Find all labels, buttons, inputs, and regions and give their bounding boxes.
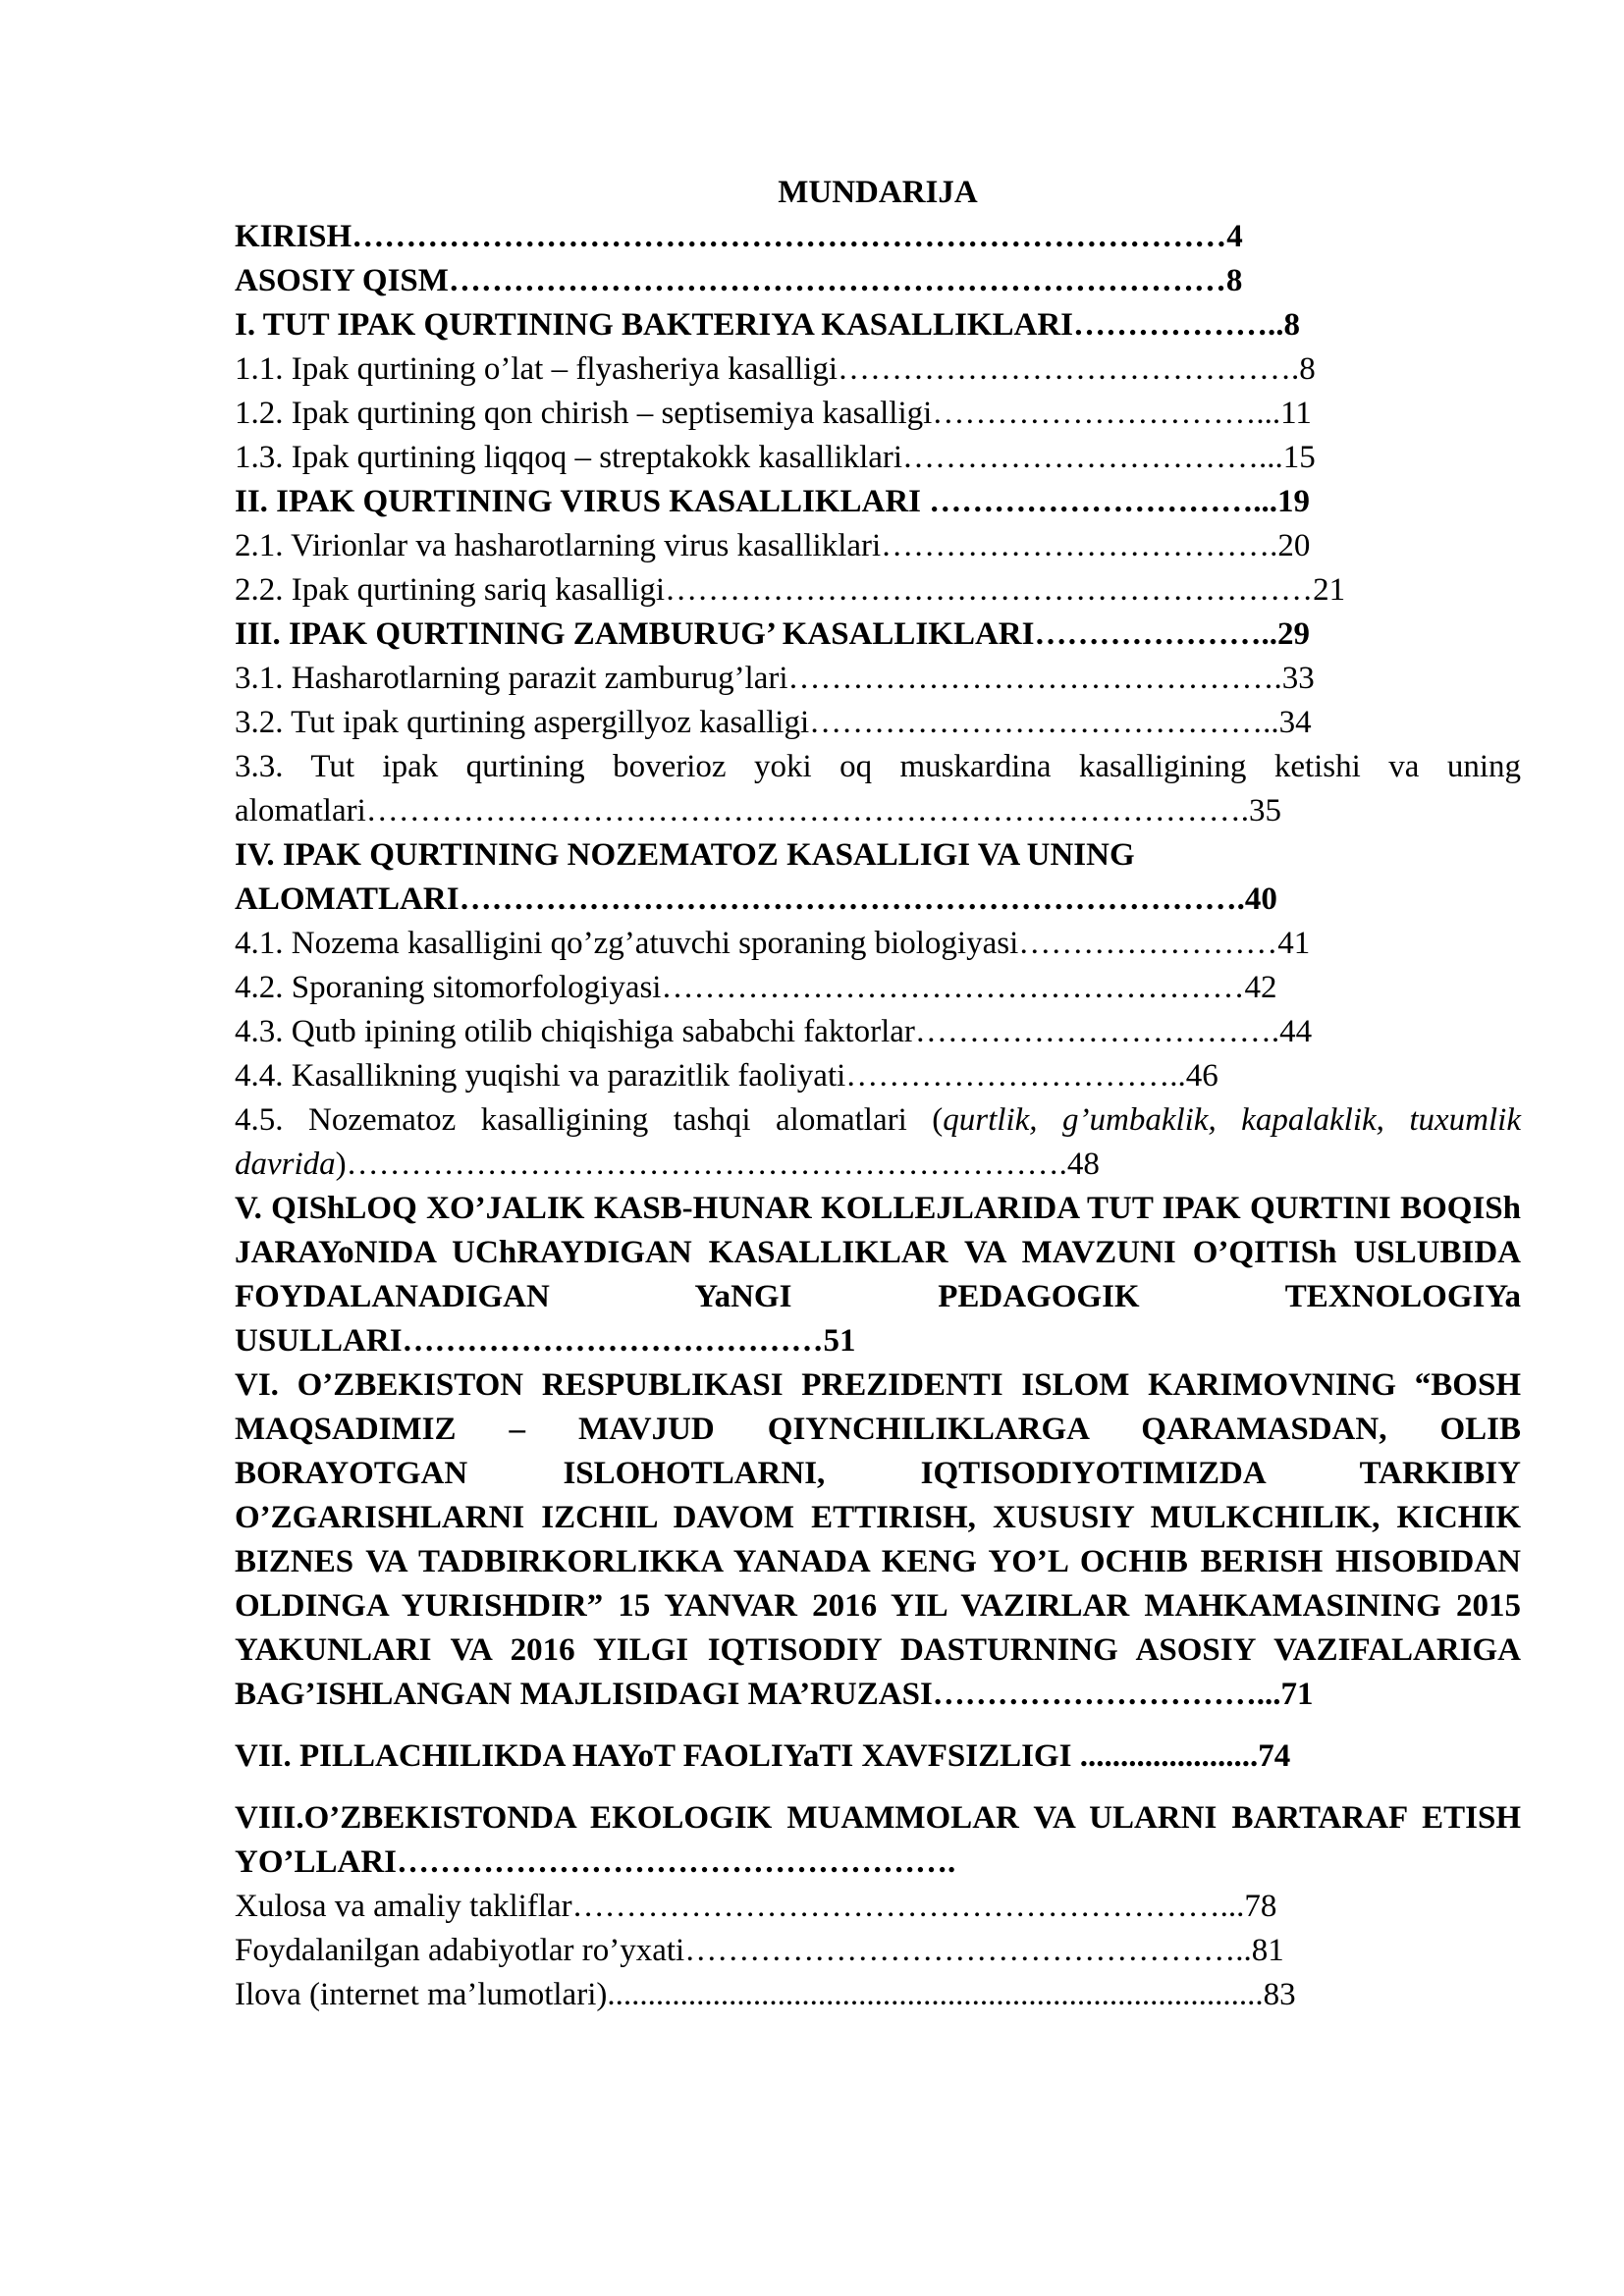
toc-entry[interactable] <box>235 613 1521 657</box>
toc-entry-title: VII. PILLACHILIKDA HAYoT FAOLIYaTI XAVFSIZLIGI <box>235 1738 1080 1774</box>
toc-page-number: 15 <box>1282 440 1316 475</box>
toc-entry-title: 1.2. Ipak qurtining qon chirish – septisemiya kasalligi <box>235 396 933 431</box>
toc-page-number: 71 <box>1280 1677 1314 1712</box>
toc-page-number: 74 <box>1258 1738 1291 1774</box>
toc-leader-dots: ………………………………… <box>402 1323 824 1359</box>
toc-leader-dots: ………………………………………. <box>787 661 1282 696</box>
toc-entry-title: 3.2. Tut ipak qurtining aspergillyoz kasalligi <box>235 705 810 740</box>
toc-entry[interactable] <box>235 657 1521 701</box>
toc-entry-title: VIII.O’ZBEKISTONDA EKOLOGIK MUAMMOLAR VA ULARNI BARTARAF ETISH YO’LLARI <box>235 1800 1521 1880</box>
toc-page-number: 40 <box>1244 881 1277 917</box>
toc-entry-title: ASOSIY QISM <box>235 263 449 298</box>
toc-entry[interactable] <box>235 480 1521 524</box>
toc-leader-dots: ...................... <box>1079 1738 1259 1774</box>
toc-entry-title: III. IPAK QURTINING ZAMBURUG’ KASALLIKLARI <box>235 616 1035 652</box>
toc-leader-dots: ……………………………………………………………………… <box>352 219 1227 254</box>
toc-entry-title: 3.3. Tut ipak qurtining boverioz yoki oq muskardina kasalligining ketishi va uning alomatlari <box>235 749 1521 828</box>
toc-leader-dots: ................................................................................. <box>607 1977 1264 2012</box>
toc-entry-title: V. QIShLOQ XO’JALIK KASB-HUNAR KOLLEJLARIDA TUT IPAK QURTINI BOQISh JARAYoNIDA UChRAYDIGAN KASALLIKLAR VA MAVZUNI O’QITISh USLUBIDA FOYDALANADIGAN YaNGI PEDAGOGIK TEXNOLOGIYa USULLARI <box>235 1191 1521 1359</box>
toc-entry[interactable] <box>235 922 1521 966</box>
toc-entry-title: I. TUT IPAK QURTINING BAKTERIYA KASALLIKLARI <box>235 307 1074 343</box>
toc-entry-title: Xulosa va amaliy takliflar <box>235 1889 572 1924</box>
toc-entry-title: 4.3. Qutb ipining otilib chiqishiga sababchi faktorlar <box>235 1014 915 1049</box>
toc-entry[interactable] <box>235 1973 1521 2017</box>
table-of-contents <box>235 171 1521 2017</box>
toc-page-number: 83 <box>1263 1977 1296 2012</box>
toc-leader-dots: ……………………………………. <box>838 351 1300 387</box>
toc-entry[interactable] <box>235 1187 1521 1363</box>
toc-entry[interactable] <box>235 1796 1521 1885</box>
toc-leader-dots: ……………………………………………. <box>397 1844 956 1880</box>
toc-entry-title: 2.1. Virionlar va hasharotlarning virus kasalliklari <box>235 528 882 563</box>
toc-entry-title: 3.1. Hasharotlarning parazit zamburug’lari <box>235 661 788 696</box>
toc-leader-dots: …………………………………………………… <box>665 572 1314 608</box>
toc-page-number: 42 <box>1244 970 1277 1005</box>
toc-page-number: 8 <box>1283 307 1301 343</box>
toc-entry-title: 4.2. Sporaning sitomorfologiyasi <box>235 970 662 1005</box>
toc-page-number: 20 <box>1277 528 1311 563</box>
toc-leader-dots: ………………………………………………………………………. <box>365 793 1250 828</box>
toc-leader-dots: …………………………………….. <box>809 705 1279 740</box>
toc-leader-dots: ……………………………………………………... <box>571 1889 1245 1924</box>
toc-page-number: 46 <box>1185 1058 1218 1094</box>
toc-leader-dots: …………………………... <box>932 1677 1281 1712</box>
toc-entry[interactable] <box>235 1010 1521 1054</box>
toc-page-number: 35 <box>1249 793 1282 828</box>
toc-leader-dots: …………………………... <box>932 396 1281 431</box>
toc-leader-dots: ……………………………... <box>902 440 1283 475</box>
toc-leader-dots: ……………………………. <box>914 1014 1280 1049</box>
toc-entry-title: 4.1. Nozema kasalligini qo’zg’atuvchi sporaning biologiyasi <box>235 926 1019 961</box>
toc-leader-dots: ………………….. <box>1034 616 1277 652</box>
toc-leader-dots: …………………………………………………………. <box>346 1147 1067 1182</box>
toc-leader-dots: ………………………………………………………………. <box>459 881 1245 917</box>
toc-entry[interactable] <box>235 1098 1521 1187</box>
toc-entry[interactable] <box>235 436 1521 480</box>
toc-entry[interactable] <box>235 745 1521 833</box>
toc-entry[interactable] <box>235 1054 1521 1098</box>
toc-page-number: 8 <box>1299 351 1316 387</box>
toc-page-number: 51 <box>823 1323 856 1359</box>
toc-page-number: 81 <box>1251 1933 1284 1968</box>
toc-entry-title: KIRISH <box>235 219 352 254</box>
toc-entry-title: 1.3. Ipak qurtining liqqoq – streptakokk kasalliklari <box>235 440 903 475</box>
toc-entry-title: II. IPAK QURTINING VIRUS KASALLIKLARI <box>235 484 930 519</box>
toc-entry-title-end: ) <box>335 1147 347 1182</box>
toc-page-number: 41 <box>1277 926 1311 961</box>
toc-page-number: 48 <box>1066 1147 1100 1182</box>
toc-leader-dots: …………………… <box>1018 926 1278 961</box>
toc-title: MUNDARIJA <box>778 175 978 210</box>
toc-leader-dots: ………………………………. <box>881 528 1278 563</box>
toc-entry-title: 2.2. Ipak qurtining sariq kasalligi <box>235 572 666 608</box>
toc-entry[interactable] <box>235 1735 1521 1779</box>
toc-entry[interactable] <box>235 1363 1521 1717</box>
toc-leader-dots: ……………………………………………………………… <box>448 263 1226 298</box>
toc-page-number: 19 <box>1277 484 1311 519</box>
toc-leader-dots: ……………….. <box>1073 307 1284 343</box>
toc-entry[interactable] <box>235 524 1521 568</box>
toc-entries <box>235 215 1521 2017</box>
toc-page-number: 8 <box>1225 263 1243 298</box>
toc-entry-title: 1.1. Ipak qurtining o’lat – flyasheriya kasalligi <box>235 351 839 387</box>
toc-entry[interactable] <box>235 568 1521 613</box>
toc-leader-dots: …………………………... <box>929 484 1278 519</box>
toc-page-number: 11 <box>1280 396 1312 431</box>
toc-page-number: 4 <box>1226 219 1243 254</box>
toc-entry-title: IV. IPAK QURTINING NOZEMATOZ KASALLIGI VA UNING ALOMATLARI <box>235 837 1135 917</box>
toc-page-number: 78 <box>1244 1889 1277 1924</box>
toc-page-number: 34 <box>1278 705 1312 740</box>
toc-page-number: 33 <box>1281 661 1315 696</box>
toc-entry[interactable] <box>235 259 1521 303</box>
toc-page-number: 44 <box>1279 1014 1313 1049</box>
toc-entry-title: Ilova (internet ma’lumotlari) <box>235 1977 608 2012</box>
toc-leader-dots: …………………………………………….. <box>684 1933 1252 1968</box>
toc-entry[interactable] <box>235 347 1521 392</box>
toc-entry[interactable] <box>235 966 1521 1010</box>
toc-page-number: 29 <box>1276 616 1310 652</box>
toc-entry-title: VI. O’ZBEKISTON RESPUBLIKASI PREZIDENTI ISLOM KARIMOVNING “BOSH MAQSADIMIZ – MAVJUD QIYNCHILIKLARGA QARAMASDAN, OLIB BORAYOTGAN ISLOHOTLARNI, IQTISODIYOTIMIZDA TARKIBIY O’ZGARISHLARNI IZCHIL DAVOM ETTIRISH, XUSUSIY MULKCHILIK, KICHIK BIZNES VA TADBIRKORLIKKA YANADA KENG YO’L OCHIB BERISH HISOBIDAN OLDINGA YURISHDIR” 15 YANVAR 2016 YIL VAZIRLAR MAHKAMASINING 2015 YAKUNLARI VA 2016 YILGI IQTISODIY DASTURNING ASOSIY VAZIFALARIGA BAG’ISHLANGAN MAJLISIDAGI MA’RUZASI <box>235 1367 1521 1712</box>
toc-entry[interactable] <box>235 303 1521 347</box>
toc-entry[interactable] <box>235 1885 1521 1929</box>
toc-page-number: 21 <box>1313 572 1346 608</box>
toc-entry[interactable] <box>235 701 1521 745</box>
toc-entry-title: Foydalanilgan adabiyotlar ro’yxati <box>235 1933 685 1968</box>
toc-leader-dots: ……………………………………………… <box>661 970 1245 1005</box>
toc-entry[interactable] <box>235 833 1521 922</box>
toc-entry[interactable] <box>235 392 1521 436</box>
toc-entry[interactable] <box>235 215 1521 259</box>
toc-entry-title: 4.4. Kasallikning yuqishi va parazitlik faoliyati <box>235 1058 846 1094</box>
toc-entry[interactable] <box>235 1929 1521 1973</box>
toc-entry-italic: qurtlik, g’umbaklik, kapalaklik, tuxumlik davrida <box>235 1102 1521 1182</box>
toc-entry-title: 4.5. Nozematoz kasalligining tashqi alomatlari ( <box>235 1102 944 1138</box>
toc-leader-dots: ………………………….. <box>845 1058 1186 1094</box>
